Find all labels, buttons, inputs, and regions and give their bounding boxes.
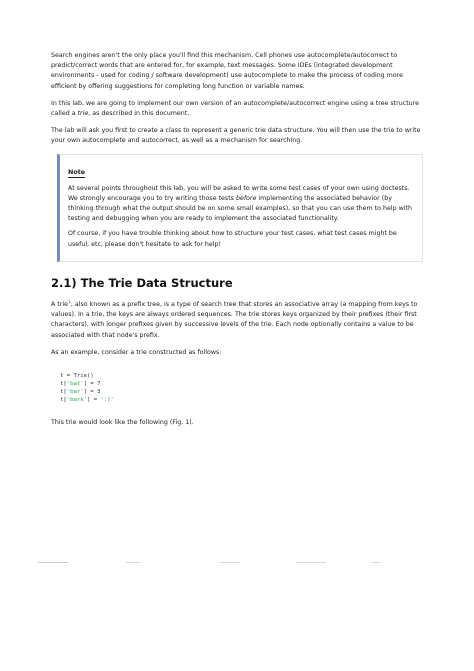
before-emphasis: before	[235, 194, 257, 202]
note-paragraph	[68, 184, 414, 225]
code-line	[60, 381, 100, 387]
code-line	[60, 389, 100, 395]
code-token: ] = 7	[83, 380, 101, 387]
note-paragraph: Of course, if you have trouble thinking about how to structure your test cases, what test cases might be useful, etc, please don't hesitate to ask for help!	[68, 230, 397, 248]
example-intro-paragraph: As an example, consider a trie constructed as follows:	[51, 348, 222, 356]
footer-rule	[38, 561, 436, 565]
code-string: 'bar'	[66, 388, 84, 395]
page-content	[51, 51, 423, 435]
trie-emphasis: trie	[77, 110, 89, 118]
code-token: ] =	[86, 396, 101, 403]
intro-paragraph: Search engines aren't the only place you'll find this mechanism. Cell phones use autocomplete/autocorrect to predict/correct words that are entered for, for example, text messages. Some IDEs (integrated development environments - used for coding / software development) use autocomplete to make the process of coding more efficient by offering suggestions for completing long function or variable names.	[51, 52, 403, 90]
trie-definition-paragraph	[51, 298, 423, 341]
code-string: 'bark'	[66, 396, 87, 403]
code-token: t[	[60, 380, 67, 387]
figure-reference-paragraph: This trie would look like the following (Fig. 1).	[51, 418, 194, 426]
code-line	[60, 397, 114, 403]
footer-segment	[220, 562, 240, 563]
footnote-link[interactable]: 1	[68, 299, 71, 305]
code-string: 'bat'	[66, 380, 84, 387]
code-token: t[	[60, 388, 67, 395]
text-span: At several points throughout this lab, you will be asked to write some test cases of your own using doctests. We strongly encourage you to try writing those tests	[68, 184, 410, 202]
text-span: implementing the associated behavior (by thinking through what the output should be on some small examples), so that you can use them to help with testing and debugging when you are ready to implement the associated functionality.	[68, 194, 412, 223]
text-span: , also known as a prefix tree, is a type of search tree that stores an associative array (a mapping from keys to values). In a trie, the keys are always ordered sequences. The trie stores keys organized by their prefixes (their first characters), with longer prefixes given by successive levels of the trie. Each node optionally contains a value to be associated with that node's prefix.	[51, 300, 418, 339]
lab-overview-paragraph: The lab will ask you first to create a class to represent a generic trie data structure. You will then use the trie to write your own autocomplete and autocorrect, as well as a mechanism for searching.	[51, 127, 421, 145]
note-box	[57, 154, 423, 262]
code-token: t[	[60, 396, 67, 403]
lab-intro-paragraph	[51, 99, 423, 119]
code-string: ':)'	[100, 396, 114, 403]
text-span: A trie	[51, 300, 68, 308]
footer-segment	[296, 562, 326, 563]
footer-segment	[372, 562, 380, 563]
note-title: Note	[68, 167, 86, 176]
text-span: , as described in this document.	[88, 110, 190, 118]
code-block	[60, 372, 423, 404]
section-heading: 2.1) The Trie Data Structure	[51, 275, 233, 290]
text-span: In this lab, we are going to implement our own version of an autocomplete/autocorrect engine using a tree structure called a	[51, 99, 419, 118]
code-token: ] = 3	[83, 388, 101, 395]
footer-segment	[38, 562, 68, 563]
footer-segment	[126, 562, 140, 563]
code-line: t = Trie()	[60, 372, 94, 379]
